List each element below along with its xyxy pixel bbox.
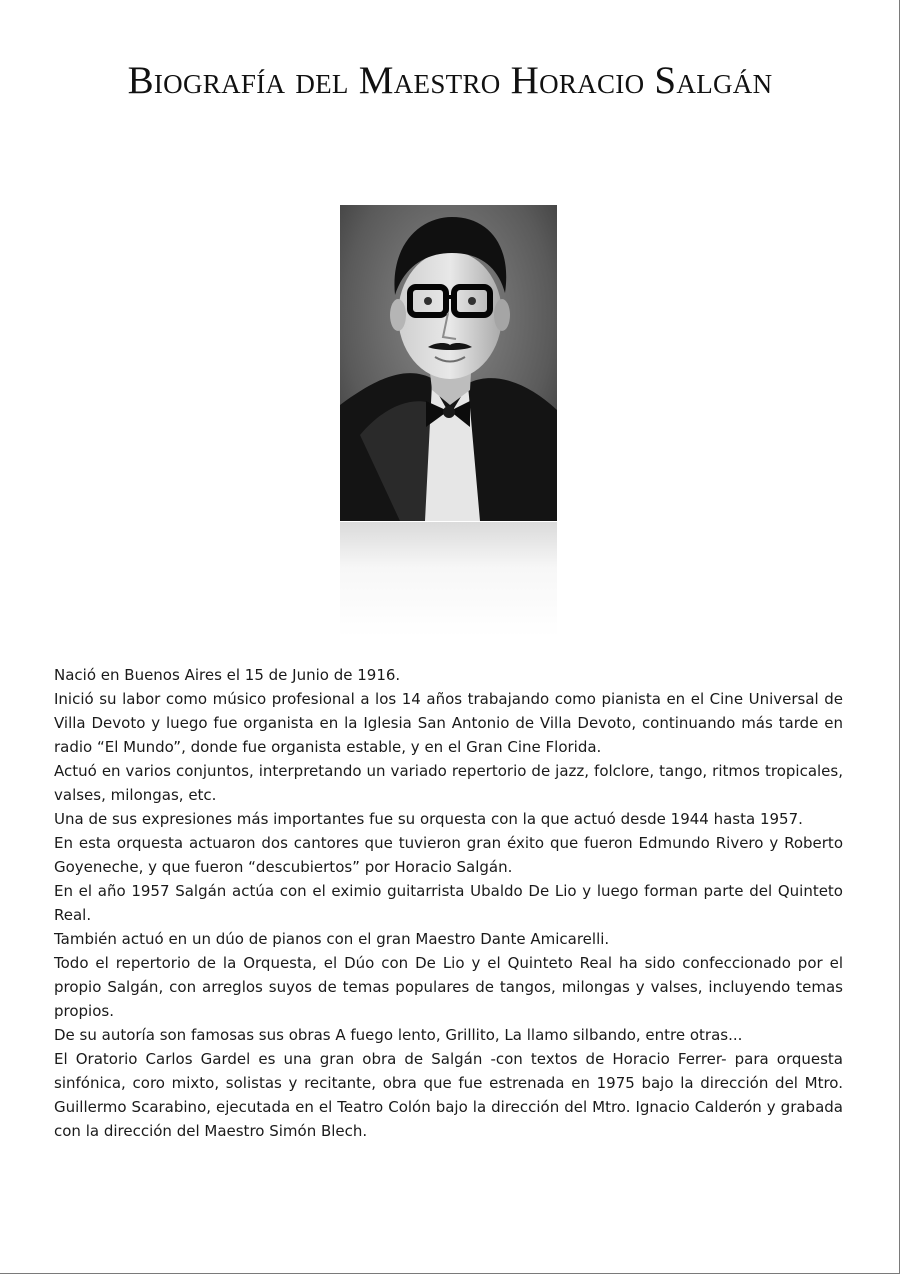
- bio-paragraph: Una de sus expresiones más importantes fue su orquesta con la que actuó desde 1944 hasta 1957.: [54, 810, 803, 828]
- bio-paragraph: Todo el repertorio de la Orquesta, el Dúo con De Lio y el Quinteto Real ha sido confeccionado por el propio Salgán, con arreglos suyos de temas populares de tangos, milongas y valses, incluyendo temas propios.: [54, 954, 843, 1020]
- bio-paragraph: De su autoría son famosas sus obras A fuego lento, Grillito, La llamo silbando, entre otras...: [54, 1026, 743, 1044]
- bio-paragraph: Nació en Buenos Aires el 15 de Junio de 1916.: [54, 666, 401, 684]
- bio-paragraph: En esta orquesta actuaron dos cantores que tuvieron gran éxito que fueron Edmundo Rivero y Roberto Goyeneche, y que fueron “descubiertos” por Horacio Salgán.: [54, 834, 843, 876]
- bio-paragraph: En el año 1957 Salgán actúa con el eximio guitarrista Ubaldo De Lio y luego forman parte del Quinteto Real.: [54, 882, 843, 924]
- bio-paragraph: Actuó en varios conjuntos, interpretando un variado repertorio de jazz, folclore, tango, ritmos tropicales, valses, milongas, etc.: [54, 762, 843, 804]
- portrait-figure: [340, 205, 557, 637]
- bio-paragraph: Inició su labor como músico profesional a los 14 años trabajando como pianista en el Cine Universal de Villa Devoto y luego fue organista en la Iglesia San Antonio de Villa Devoto, continuando más tarde en radio “El Mundo”, donde fue organista estable, y en el Gran Cine Florida.: [54, 690, 843, 756]
- biography-text: [54, 663, 843, 1143]
- portrait-reflection: [340, 522, 557, 637]
- bio-paragraph: También actuó en un dúo de pianos con el gran Maestro Dante Amicarelli.: [54, 930, 610, 948]
- bio-paragraph: El Oratorio Carlos Gardel es una gran obra de Salgán -con textos de Horacio Ferrer- para orquesta sinfónica, coro mixto, solistas y recitante, obra que fue estrenada en 1975 bajo la dirección del Mtro. Guillermo Scarabino, ejecutada en el Teatro Colón bajo la dirección del Mtro. Ignacio Calderón y grabada con la dirección del Maestro Simón Blech.: [54, 1050, 843, 1140]
- portrait-photo: [340, 205, 557, 521]
- page-title: Biografía del Maestro Horacio Salgán: [127, 59, 773, 102]
